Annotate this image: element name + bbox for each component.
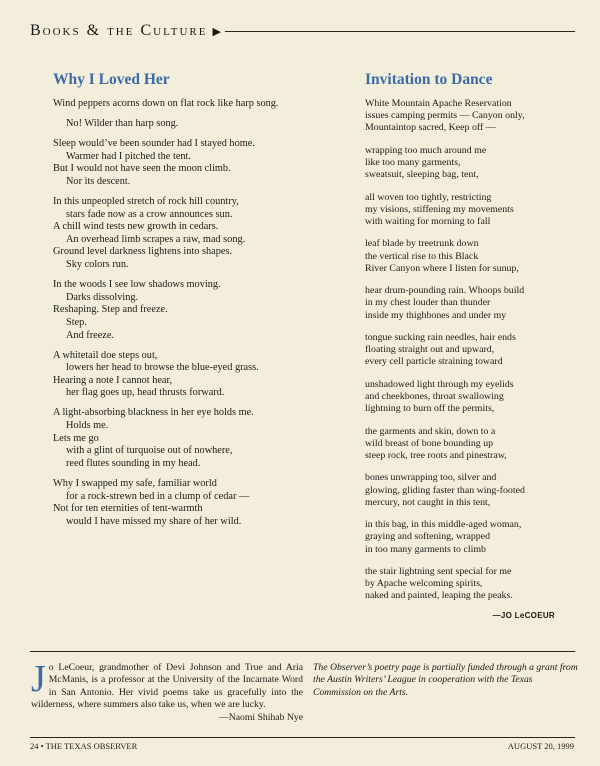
poem-line: with waiting for morning to fall [365,216,491,227]
stanza [53,98,338,111]
poem-line: Step. [66,316,87,328]
poem-line: reed flutes sounding in my head. [66,457,201,469]
poem-line: with a glint of turquoise out of nowhere, [66,445,233,457]
poem-line: A whitetail doe steps out, [53,349,158,361]
poem-line: in this bag, in this middle-aged woman, [365,519,522,531]
drop-cap: J [31,658,46,700]
poem-line: like too many garments, [365,157,461,168]
stanza [365,145,565,182]
poem-line: In the woods I see low shadows moving. [53,279,221,291]
poem-line: River Canyon where I listen for sunup, [365,262,519,274]
poem-line: An overhead limb scrapes a raw, mad song. [66,233,246,245]
poem-line: the stair lightning sent special for me [365,565,512,577]
poem-line: hear drum-pounding rain. Whoops build [365,285,525,297]
issue-date: AUGUST 20, 1999 [507,741,574,751]
poem-line: No! Wilder than harp song. [66,118,179,130]
poem-line: all woven too tightly, restricting [365,191,492,203]
poem-line: But I would not have seen the moon climb. [53,163,231,175]
bio-divider [30,651,575,652]
stanza [365,519,565,556]
poem-line: lightning to burn off the permits, [365,403,495,415]
stanza [53,478,338,528]
poem-line: would I have missed my share of her wild. [66,515,242,527]
poem-line: inside my thighbones and under my [365,309,507,321]
poem-line: and cheekbones, throat swallowing [365,390,504,402]
section-name: Books & the Culture [30,22,208,39]
poem-line: tongue sucking rain needles, hair ends [365,331,516,343]
poem-line: graying and softening, wrapped [365,531,491,543]
poem-line: the garments and skin, down to a [365,425,496,437]
poem-line: Reshaping. Step and freeze. [53,304,168,316]
section-arrow-icon: ▶ [212,25,221,38]
poem-why-i-loved-her [53,71,338,536]
poem-line: in too many garments to climb [365,543,486,555]
footer-rule [30,737,575,738]
poem-author: —JO LeCOEUR [492,610,555,620]
poem-line: in my chest louder than thunder [365,297,491,309]
stanza [53,350,338,400]
stanza [53,407,338,470]
poem-line: Nor its descent. [66,175,131,187]
bio-text: o LeCoeur, grandmother of Devi Johnson and True and Aria McManis, is a professor at the University of the Incarnate Word in San Antonio. Her vivid poems take us gracefully into the wilderness, where summers also take us, when we are lucky. [31,662,303,711]
poem-line: stars fade now as a crow announces sun. [66,208,233,220]
stanza [365,379,565,416]
stanza [365,332,565,369]
stanza [365,285,565,322]
poem-line: my visions, stiffening my movements [365,203,514,215]
poem-line: bones unwrapping too, silver and [365,472,497,484]
poem-line: Ground level darkness lightens into shapes. [53,246,233,258]
stanza [365,238,565,275]
poem-line: for a rock-strewn bed in a clump of cedar — [66,490,250,502]
poem-line: leaf blade by treetrunk down [365,238,479,250]
poem-line: White Mountain Apache Reservation [365,98,512,109]
poem-line: glowing, gliding faster than wing-footed [365,484,525,496]
poem-title: Invitation to Dance [365,71,493,88]
poem-line: lowers her head to browse the blue-eyed grass. [66,362,259,374]
poem-line: And freeze. [66,329,115,341]
poem-line: Sleep would’ve been sounder had I stayed home. [53,138,255,150]
bio-attribution: —Naomi Shihab Nye [219,711,303,723]
poem-line: unshadowed light through my eyelids [365,378,514,390]
poem-line: wrapping too much around me [365,144,487,156]
author-bio [31,658,303,724]
poem-line: her flag goes up, head thrusts forward. [66,387,225,399]
stanza [365,98,565,135]
poem-title: Why I Loved Her [53,71,170,88]
poem-line: steep rock, tree roots and pinestraw, [365,449,507,461]
stanza [365,192,565,229]
stanza [53,196,338,272]
poem-line: Lets me go [53,432,99,444]
poem-line: naked and painted, leaping the peaks. [365,590,513,602]
stanza [53,138,338,188]
poem-line: mercury, not caught in this tent, [365,496,491,508]
poem-line: Warmer had I pitched the tent. [66,150,191,162]
poem-line: In this unpeopled stretch of rock hill country, [53,196,239,208]
stanza [53,118,338,131]
poem-line: issues camping permits — Canyon only, [365,110,525,122]
poem-line: floating straight out and upward, [365,344,495,356]
poem-line: Sky colors run. [66,259,129,271]
poem-line: Not for ten eternities of tent-warmth [53,503,203,515]
stanza [365,426,565,463]
funding-credit: The Observer’s poetry page is partially funded through a grant from the Austin Writers’ League in cooperation with the Texas Commission on the Arts. [313,662,578,698]
header-rule [225,31,575,32]
poem-line: A light-absorbing blackness in her eye holds me. [53,407,254,419]
poem-invitation-to-dance [365,71,565,620]
stanza [365,472,565,509]
poem-line: Hearing a note I cannot hear, [53,374,173,386]
poem-line: Why I swapped my safe, familiar world [53,477,217,489]
section-header [30,20,575,42]
poem-line: sweatsuit, sleeping bag, tent, [365,169,479,181]
poem-line: wild breast of bone bounding up [365,437,494,449]
stanza [365,566,565,603]
poem-line: Darks dissolving. [66,291,139,303]
poem-line: the vertical rise to this Black [365,250,479,262]
poem-line: Holds me. [66,420,109,432]
stanza [53,279,338,342]
poem-line: by Apache welcoming spirits, [365,578,483,590]
page-folio: 24 • THE TEXAS OBSERVER [30,741,138,751]
poem-line: Wind peppers acorns down on flat rock like harp song. [53,98,279,109]
poem-line: every cell particle straining toward [365,356,503,368]
poem-line: A chill wind tests new growth in cedars. [53,221,219,233]
poem-line: Mountaintop sacred, Keep off — [365,122,496,134]
